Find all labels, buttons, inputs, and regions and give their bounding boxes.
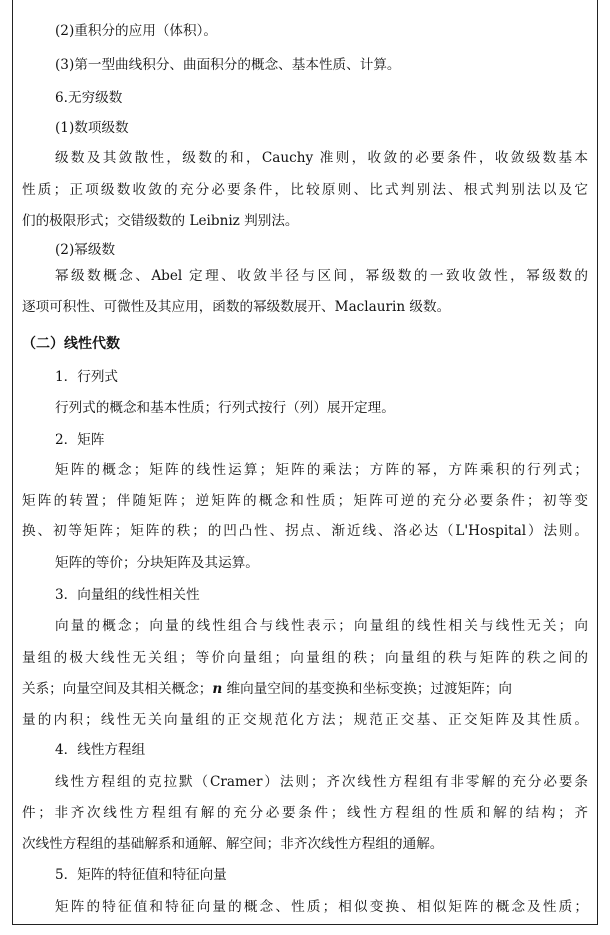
part-heading: （二）线性代数 — [22, 336, 120, 352]
paragraph-line: 量的内积；线性无关向量组的正交规范化方法；规范正交基、正交矩阵及其性质。 — [22, 712, 588, 728]
section-heading: 3．向量组的线性相关性 — [55, 587, 200, 603]
section-heading: 6.无穷级数 — [55, 90, 123, 106]
paragraph-line — [22, 679, 588, 699]
paragraph-line: 行列式的概念和基本性质；行列式按行（列）展开定理。 — [55, 400, 395, 416]
paragraph-line: 们的极限形式；交错级数的 Leibniz 判别法。 — [22, 213, 299, 229]
math-variable: n — [212, 681, 223, 697]
subsection-heading: (1)数项级数 — [55, 120, 129, 136]
text-span — [212, 679, 588, 699]
section-heading: 4．线性方程组 — [55, 742, 146, 758]
paragraph-line: 次线性方程组的基础解系和通解、解空间；非齐次线性方程组的通解。 — [22, 836, 444, 852]
paragraph-line: 线性方程组的克拉默（Cramer）法则；齐次线性方程组有非零解的充分必要条 — [55, 774, 588, 790]
text-line: (2)重积分的应用（体积）。 — [55, 23, 217, 39]
paragraph-line: 矩阵的转置；伴随矩阵；逆矩阵的概念和性质；矩阵可逆的充分必要条件；初等变 — [22, 493, 588, 509]
text-span: 关系；向量空间及其相关概念； — [22, 681, 213, 697]
section-heading: 1．行列式 — [55, 369, 119, 385]
paragraph-line: 件；非齐次线性方程组有解的充分必要条件；线性方程组的性质和解的结构；齐 — [22, 805, 588, 821]
section-heading: 5．矩阵的特征值和特征向量 — [55, 867, 227, 883]
paragraph-line: 性质；正项级数收敛的充分必要条件，比较原则、比式判别法、根式判别法以及它 — [22, 182, 588, 198]
subsection-heading: (2)幂级数 — [55, 242, 116, 258]
paragraph-line: 换、初等矩阵；矩阵的秩；的凹凸性、拐点、渐近线、洛必达（L'Hospital）法则。 — [22, 523, 588, 539]
paragraph-line: 量组的极大线性无关组；等价向量组；向量组的秩；向量组的秩与矩阵的秩之间的 — [22, 650, 588, 666]
paragraph-line: 矩阵的特征值和特征向量的概念、性质；相似变换、相似矩阵的概念及性质； — [55, 899, 588, 915]
section-heading: 2．矩阵 — [55, 432, 105, 448]
text-line: (3)第一型曲线积分、曲面积分的概念、基本性质、计算。 — [55, 57, 401, 73]
paragraph-line: 级数及其敛散性，级数的和，Cauchy 准则，收敛的必要条件，收敛级数基本 — [55, 150, 588, 166]
text-span: 维向量空间的基变换和坐标变换；过渡矩阵；向 — [222, 681, 512, 697]
paragraph-line: 幂级数概念、Abel 定理、收敛半径与区间，幂级数的一致收敛性，幂级数的 — [55, 268, 588, 284]
paragraph-line: 矩阵的等价；分块矩阵及其运算。 — [55, 555, 259, 571]
paragraph-line: 矩阵的概念；矩阵的线性运算；矩阵的乘法；方阵的幂，方阵乘积的行列式； — [55, 462, 588, 478]
paragraph-line: 向量的概念；向量的线性组合与线性表示；向量组的线性相关与线性无关；向 — [55, 618, 588, 634]
paragraph-line: 逐项可积性、可微性及其应用，函数的幂级数展开、Maclaurin 级数。 — [22, 299, 451, 315]
